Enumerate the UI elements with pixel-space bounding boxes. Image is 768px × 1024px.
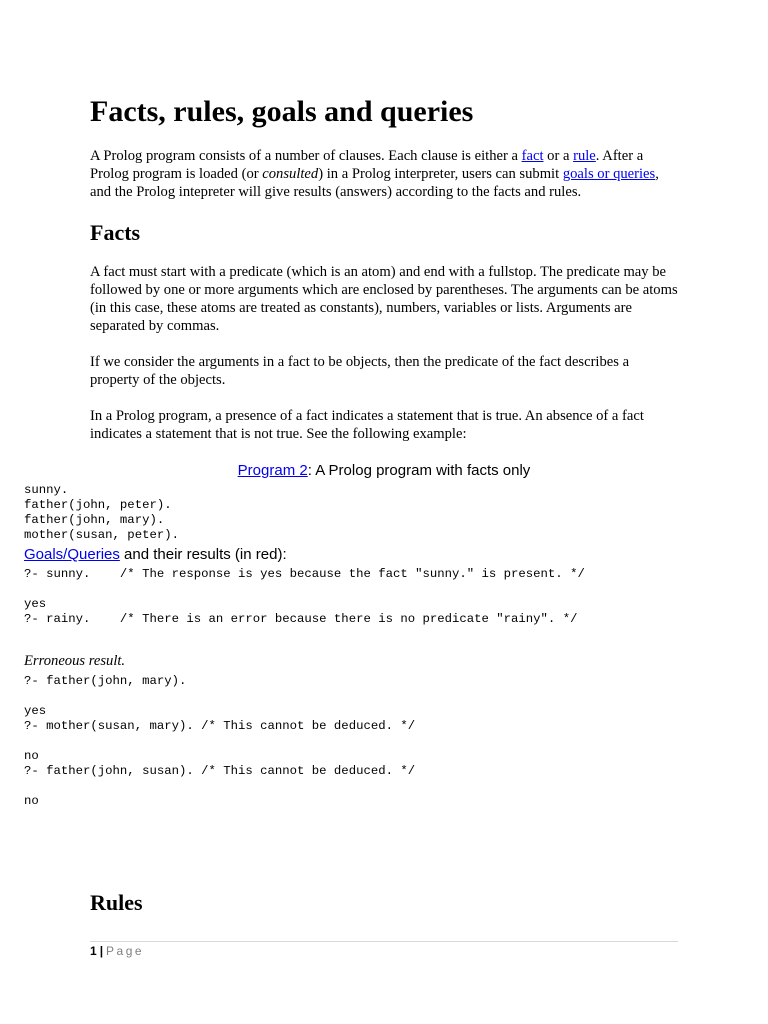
page-title: Facts, rules, goals and queries	[90, 95, 474, 128]
facts-paragraph-2: If we consider the arguments in a fact to be objects, then the predicate of the fact describes a property of the objects.	[90, 354, 630, 388]
intro-text-5: , and the Prolog intepreter will give results (answers) according to the facts and rules.	[90, 166, 659, 200]
query-block-2: ?- father(john, mary). yes ?- mother(susan, mary). /* This cannot be deduced. */ no ?- father(john, susan). /* This cannot be deduced. */ no	[24, 674, 416, 808]
program-code-block: sunny. father(john, peter). father(john, mary). mother(susan, peter).	[24, 483, 179, 542]
page-number: 1	[90, 944, 97, 958]
fact-link[interactable]: fact	[521, 148, 544, 164]
rule-link[interactable]: rule	[573, 148, 596, 164]
rules-heading: Rules	[90, 890, 143, 915]
facts-paragraph-1: A fact must start with a predicate (which is an atom) and end with a fullstop. The predicate may be followed by one or more arguments which are enclosed by parentheses. The arguments can be atoms (in this case, these atoms are treated as constants), numbers, variables or lists. Arguments are separated by commas.	[90, 264, 678, 334]
program-caption-text: : A Prolog program with facts only	[307, 462, 531, 479]
program-caption	[0, 462, 768, 480]
footer-divider	[90, 941, 678, 942]
intro-text-4: ) in a Prolog interpreter, users can submit	[318, 166, 563, 182]
goals-queries-heading-link[interactable]: Goals/Queries	[24, 546, 120, 563]
intro-paragraph	[90, 147, 682, 201]
page-word: Page	[106, 944, 145, 958]
erroneous-result-label: Erroneous result.	[24, 653, 126, 669]
query-block-1: ?- sunny. /* The response is yes because the fact "sunny." is present. */ yes ?- rainy. /* There is an error because there is no predicate "rainy". */	[24, 567, 585, 626]
footer-separator: |	[99, 944, 104, 958]
intro-text-2: or a	[543, 148, 574, 164]
intro-text-1: A Prolog program consists of a number of clauses. Each clause is either a	[90, 148, 522, 164]
goals-queries-heading	[24, 546, 287, 564]
consulted-term: consulted	[262, 166, 319, 182]
program-2-link[interactable]: Program 2	[237, 462, 308, 479]
goals-queries-link[interactable]: goals or queries	[562, 166, 656, 182]
intro-text-3: . After a Prolog program is loaded (or	[90, 148, 644, 182]
goals-queries-heading-text: and their results (in red):	[119, 546, 287, 563]
facts-paragraph-3: In a Prolog program, a presence of a fact indicates a statement that is true. An absence of a fact indicates a statement that is not true. See the following example:	[90, 408, 644, 442]
page-footer	[90, 943, 144, 959]
facts-heading: Facts	[90, 220, 141, 245]
